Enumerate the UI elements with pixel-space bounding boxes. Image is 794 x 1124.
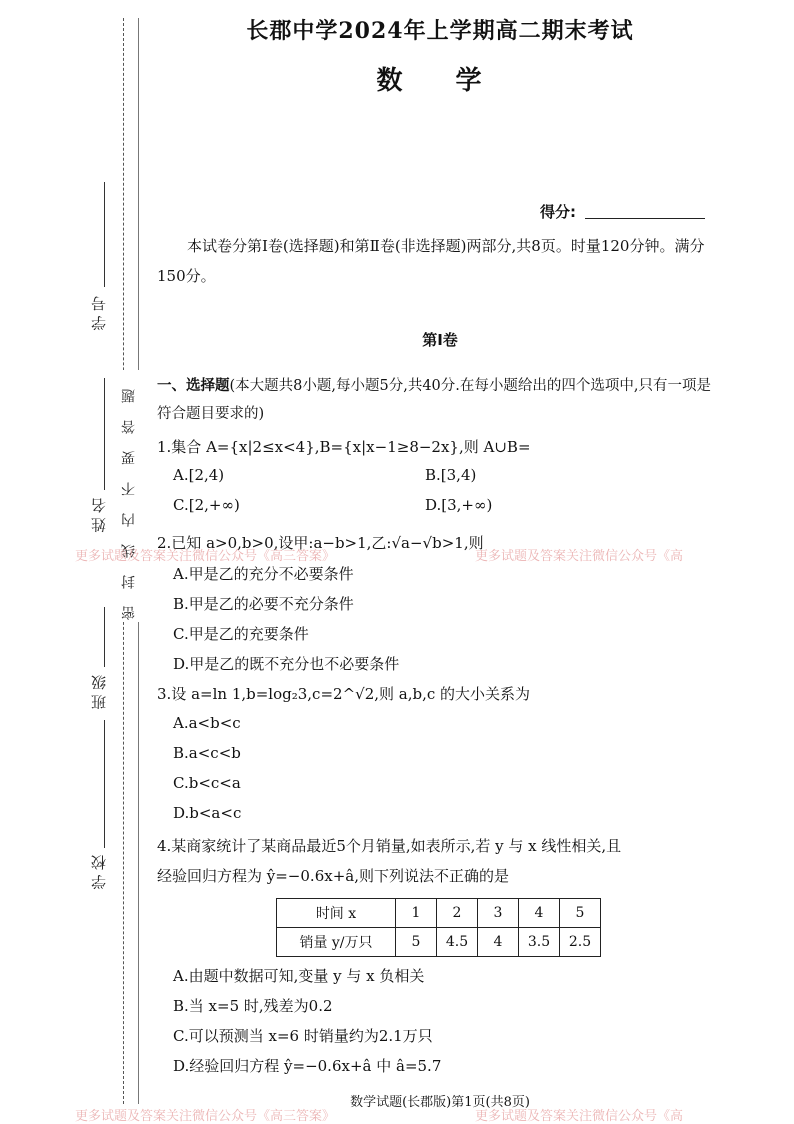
exam-title: 长郡中学2024年上学期高二期末考试 xyxy=(246,18,634,44)
q3-option-d[interactable]: D.b<a<c xyxy=(173,804,242,822)
table-row xyxy=(277,899,601,928)
section-title: 一、选择题 xyxy=(157,378,230,394)
section-description: (本大题共8小题,每小题5分,共40分.在每小题给出的四个选项中,只有一项是符合题目要求的) xyxy=(157,378,711,422)
q4-option-b[interactable]: B.当 x=5 时,残差为0.2 xyxy=(173,997,333,1015)
table-cell: 4 xyxy=(478,928,519,957)
name-field[interactable] xyxy=(104,378,105,490)
q1-option-c[interactable]: C.[2,+∞) xyxy=(173,496,240,514)
q1-option-b[interactable]: B.[3,4) xyxy=(425,466,477,484)
q2-option-a[interactable]: A.甲是乙的充分不必要条件 xyxy=(173,565,354,583)
q3-option-c[interactable]: C.b<c<a xyxy=(173,774,241,792)
q1-option-a[interactable]: A.[2,4) xyxy=(173,466,225,484)
table-cell: 4 xyxy=(519,899,560,928)
q2-stem: 2.已知 a>0,b>0,设甲:a−b>1,乙:√a−√b>1,则 xyxy=(157,534,484,552)
q4-option-a[interactable]: A.由题中数据可知,变量 y 与 x 负相关 xyxy=(173,967,425,985)
q4-stem-line1: 4.某商家统计了某商品最近5个月销量,如表所示,若 y 与 x 线性相关,且 xyxy=(157,837,622,855)
watermark-text: 更多试题及答案关注微信公众号《高 xyxy=(475,1109,684,1124)
sales-data-table xyxy=(276,898,601,957)
page-footer: 数学试题(长郡版)第1页(共8页) xyxy=(350,1095,530,1110)
q4-option-d[interactable]: D.经验回归方程 ŷ=−0.6x+â 中 â=5.7 xyxy=(173,1057,442,1075)
score-field[interactable] xyxy=(585,218,705,219)
student-id-label: 学 号 xyxy=(90,296,108,331)
table-row xyxy=(277,928,601,957)
exam-instructions: 本试卷分第Ⅰ卷(选择题)和第Ⅱ卷(非选择题)两部分,共8页。时量120分钟。满分150分。 xyxy=(157,237,705,285)
q3-option-a[interactable]: A.a<b<c xyxy=(173,714,241,732)
table-cell: 5 xyxy=(396,928,437,957)
q4-stem-line2: 经验回归方程为 ŷ=−0.6x+â,则下列说法不正确的是 xyxy=(157,867,509,885)
seal-line-notice: 密封线内不要答题 xyxy=(121,372,137,620)
q1-stem: 1.集合 A={x|2≤x<4},B={x|x−1≥8−2x},则 A∪B= xyxy=(157,438,531,456)
q2-option-d[interactable]: D.甲是乙的既不充分也不必要条件 xyxy=(173,655,400,673)
q3-stem: 3.设 a=ln 1,b=log₂3,c=2^√2,则 a,b,c 的大小关系为 xyxy=(157,685,531,703)
q3-option-b[interactable]: B.a<c<b xyxy=(173,744,241,762)
table-cell: 1 xyxy=(396,899,437,928)
school-label: 学 校 xyxy=(90,855,108,890)
class-label: 班 级 xyxy=(90,675,108,710)
subject-title: 数 学 xyxy=(376,66,504,96)
table-cell: 5 xyxy=(560,899,601,928)
table-cell: 3 xyxy=(478,899,519,928)
section-heading xyxy=(157,372,712,428)
table-header-time: 时间 x xyxy=(277,899,396,928)
watermark-text: 更多试题及答案关注微信公众号《高三答案》 xyxy=(75,549,336,564)
table-cell: 3.5 xyxy=(519,928,560,957)
student-id-field[interactable] xyxy=(104,182,105,287)
q2-option-b[interactable]: B.甲是乙的必要不充分条件 xyxy=(173,595,354,613)
q2-option-c[interactable]: C.甲是乙的充要条件 xyxy=(173,625,309,643)
table-cell: 4.5 xyxy=(437,928,478,957)
score-label: 得分: xyxy=(540,203,576,221)
watermark-text: 更多试题及答案关注微信公众号《高三答案》 xyxy=(75,1109,336,1124)
watermark-text: 更多试题及答案关注微信公众号《高 xyxy=(475,549,684,564)
table-cell: 2.5 xyxy=(560,928,601,957)
name-label: 姓 名 xyxy=(90,498,108,533)
school-field[interactable] xyxy=(104,720,105,848)
q1-option-d[interactable]: D.[3,+∞) xyxy=(425,496,493,514)
table-cell: 2 xyxy=(437,899,478,928)
volume-title: 第Ⅰ卷 xyxy=(422,331,458,349)
class-field[interactable] xyxy=(104,607,105,667)
q4-option-c[interactable]: C.可以预测当 x=6 时销量约为2.1万只 xyxy=(173,1027,433,1045)
table-header-sales: 销量 y/万只 xyxy=(277,928,396,957)
